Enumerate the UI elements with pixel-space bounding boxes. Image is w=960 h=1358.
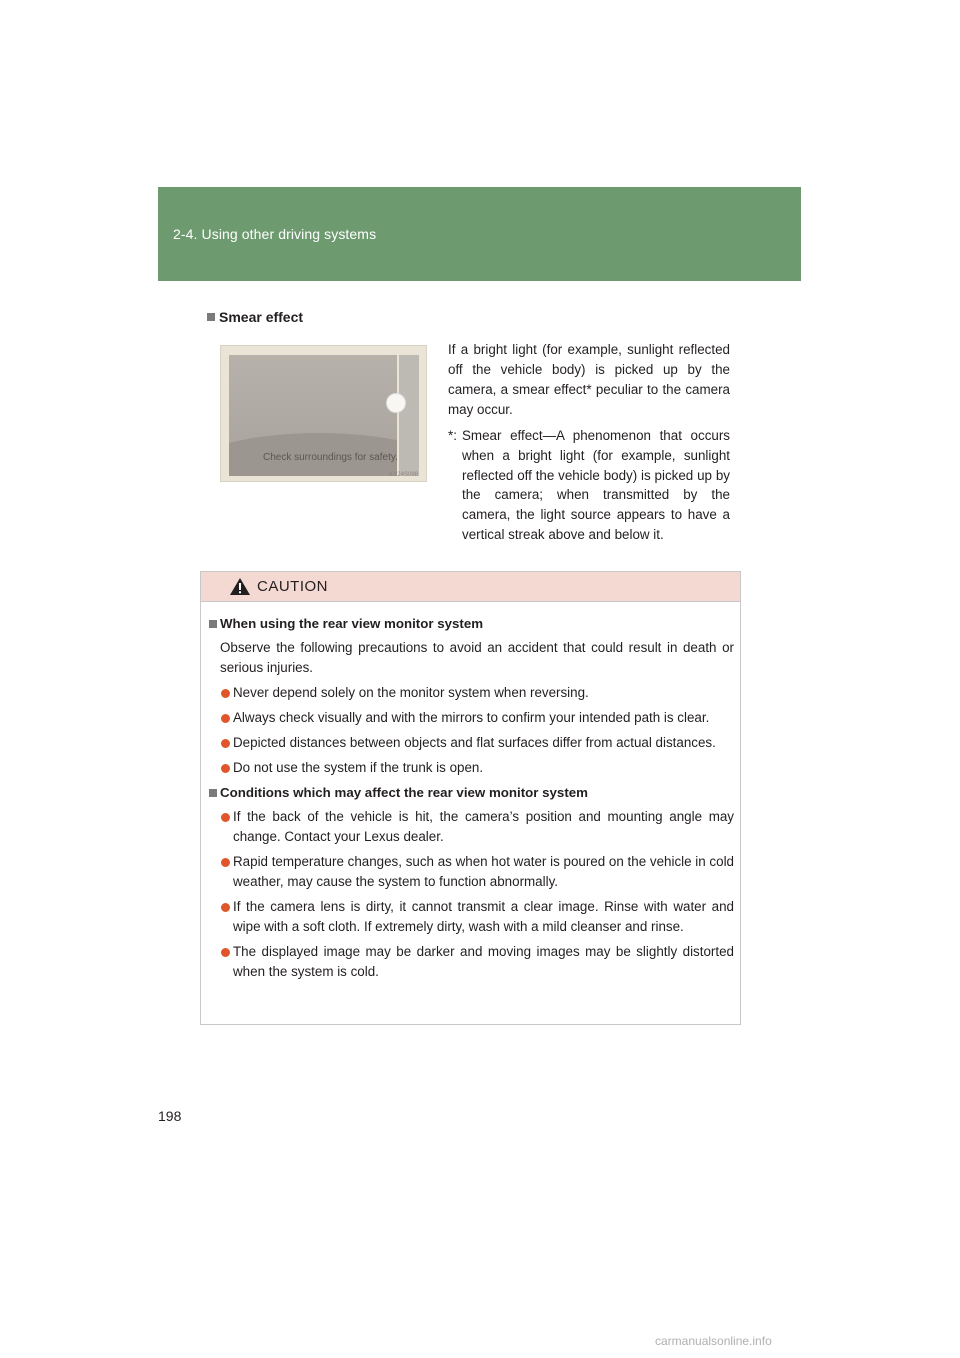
bullet-dot-icon [221, 739, 230, 748]
square-bullet-icon [209, 789, 217, 797]
list-item: If the camera lens is dirty, it cannot transmit a clear image. Rinse with water and wipe with a soft cloth. If extremely dirty, wash with a mild cleanser and rinse. [220, 897, 734, 937]
list-item: Rapid temperature changes, such as when hot water is poured on the vehicle in cold weather, may cause the system to function abnormally. [220, 852, 734, 892]
footnote-mark: *: [448, 428, 457, 443]
bullet-dot-icon [221, 903, 230, 912]
bullet-dot-icon [221, 948, 230, 957]
list-item: Always check visually and with the mirrors to confirm your intended path is clear. [220, 708, 734, 728]
caution-intro: Observe the following precautions to avoid an accident that could result in death or serious injuries. [220, 640, 734, 675]
list-item: Do not use the system if the trunk is open. [220, 758, 734, 778]
caution-header [201, 572, 740, 602]
bullet-dot-icon [221, 714, 230, 723]
caution-section-title: Conditions which may affect the rear view monitor system [201, 784, 740, 802]
chapter-title: 2-4. Using other driving systems [173, 226, 377, 242]
figure-code: ILY24S098 [388, 472, 418, 478]
caution-box [200, 571, 741, 1025]
caution-content [201, 615, 740, 982]
footnote-text: Smear effect—A phenomenon that occurs when a bright light (for example, sunlight reflected off the vehicle body) is picked up by the camera; when transmitted by the camera, the light source appears to have a vertical streak above and below it. [462, 428, 730, 542]
section-heading [207, 309, 303, 325]
smear-description: If a bright light (for example, sunlight reflected off the vehicle body) is picked up by the camera, a smear effect* peculiar to the camera may occur. [448, 342, 730, 417]
list-item: Never depend solely on the monitor system when reversing. [220, 683, 734, 703]
warning-triangle-icon [229, 577, 251, 596]
section-title: Smear effect [219, 309, 304, 325]
bullet-dot-icon [221, 764, 230, 773]
square-bullet-icon [209, 620, 217, 628]
camera-screen-figure [220, 345, 427, 482]
bullet-dot-icon [221, 813, 230, 822]
list-item: If the back of the vehicle is hit, the camera’s position and mounting angle may change. Contact your Lexus dealer. [220, 807, 734, 847]
square-bullet-icon [207, 313, 215, 321]
light-source [386, 393, 406, 413]
watermark: carmanualsonline.info [655, 1334, 772, 1348]
list-item: Depicted distances between objects and flat surfaces differ from actual distances. [220, 733, 734, 753]
screen-message: Check surroundings for safety. [263, 452, 398, 463]
page-number: 198 [158, 1108, 182, 1124]
bullet-dot-icon [221, 858, 230, 867]
caution-label: CAUTION [257, 578, 328, 595]
caution-section-title: When using the rear view monitor system [201, 615, 740, 633]
list-item: The displayed image may be darker and moving images may be slightly distorted when the system is cold. [220, 942, 734, 982]
chapter-header [158, 187, 801, 281]
footnote [448, 426, 730, 545]
smear-streak [399, 355, 419, 476]
bullet-dot-icon [221, 689, 230, 698]
